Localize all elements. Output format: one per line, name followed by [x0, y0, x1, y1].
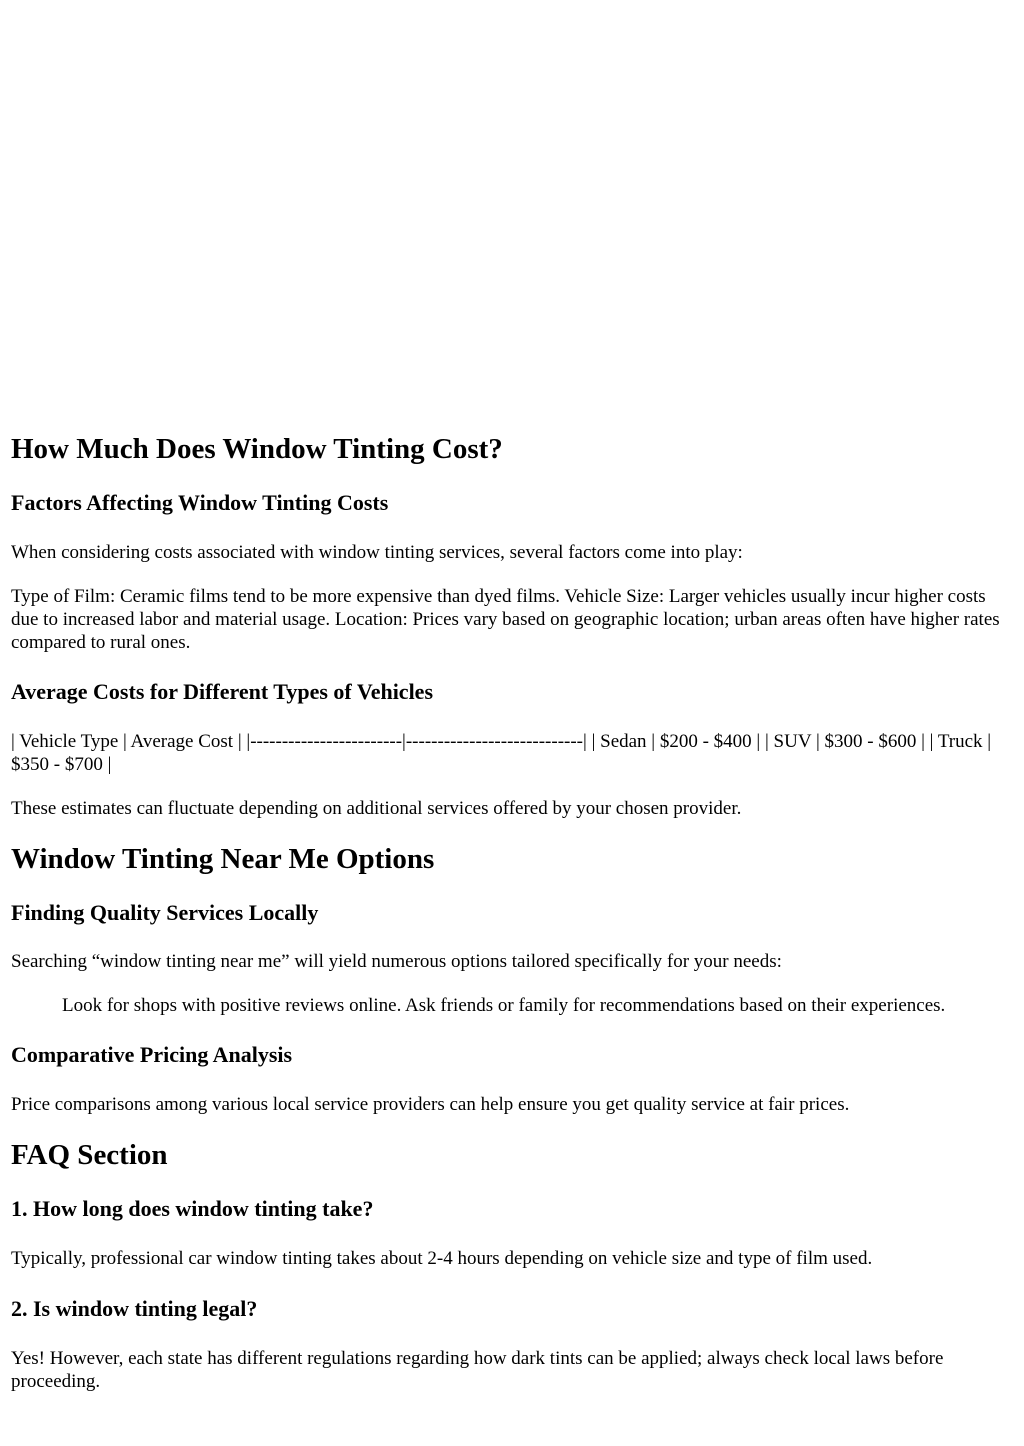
estimates-note: These estimates can fluctuate depending on additional services offered by your chosen provider.	[11, 798, 742, 819]
finding-intro: Searching “window tinting near me” will yield numerous options tailored specifically for your needs:	[11, 951, 782, 972]
faq-heading: FAQ Section	[11, 1139, 168, 1171]
faq-question-2: 2. Is window tinting legal?	[11, 1296, 258, 1321]
faq-answer-1: Typically, professional car window tinting takes about 2-4 hours depending on vehicle size and type of film used.	[11, 1248, 873, 1269]
finding-tips: Look for shops with positive reviews online. Ask friends or family for recommendations based on their experiences.	[62, 995, 946, 1016]
faq-answer-2: Yes! However, each state has different regulations regarding how dark tints can be applied; always check local laws before proceeding.	[11, 1348, 944, 1392]
average-costs-table-text: | Vehicle Type | Average Cost | |------------------------|----------------------------| | Sedan | $200 - $400 | | SUV | $300 - $600 | | Truck | $350 - $700 |	[11, 731, 992, 775]
factors-text: Type of Film: Ceramic films tend to be more expensive than dyed films. Vehicle Size: Larger vehicles usually incur higher costs due to increased labor and material usage. Location: Prices vary based on geographic location; urban areas often have higher rates compared to rural ones.	[11, 586, 1000, 653]
factors-intro: When considering costs associated with window tinting services, several factors come into play:	[11, 542, 743, 563]
cost-heading: How Much Does Window Tinting Cost?	[11, 433, 503, 465]
article-content	[0, 432, 1024, 1393]
pricing-text: Price comparisons among various local service providers can help ensure you get quality service at fair prices.	[11, 1094, 850, 1115]
blank-image-area	[0, 0, 1024, 425]
pricing-heading: Comparative Pricing Analysis	[11, 1042, 293, 1067]
near-me-heading: Window Tinting Near Me Options	[11, 843, 435, 875]
average-costs-heading: Average Costs for Different Types of Vehicles	[11, 679, 434, 704]
factors-heading: Factors Affecting Window Tinting Costs	[11, 490, 389, 515]
faq-question-1: 1. How long does window tinting take?	[11, 1196, 374, 1221]
finding-heading: Finding Quality Services Locally	[11, 900, 319, 925]
